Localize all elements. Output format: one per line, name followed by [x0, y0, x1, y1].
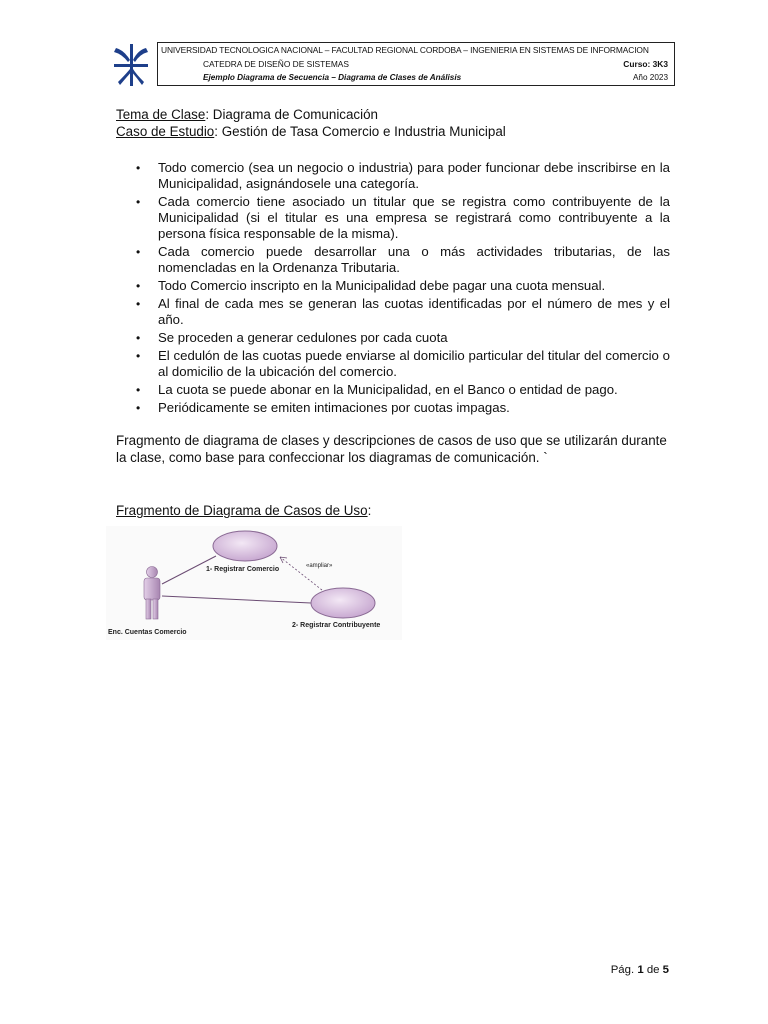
page-prefix: Pág.: [610, 964, 638, 976]
list-item: • Se proceden a generar cedulones por cada cuota: [136, 330, 670, 346]
use-case-diagram: [106, 526, 402, 640]
use-case-title-suffix: :: [367, 503, 372, 518]
use-case-label-1: 1- Registrar Comercio: [206, 566, 280, 573]
use-case-section-title: [116, 503, 371, 518]
page-current: 1: [637, 964, 644, 976]
use-case-label-2: 2- Registrar Contribuyente: [292, 622, 381, 629]
list-item: • Periódicamente se emiten intimaciones por cuotas impagas.: [136, 400, 670, 416]
fragment-paragraph: Fragmento de diagrama de clases y descripciones de casos de uso que se utilizarán durante la clase, como base para confeccionar los diagramas de comunicación. `: [116, 433, 667, 465]
topic-label: Tema de Clase: [116, 107, 206, 122]
list-item: • Todo Comercio inscripto en la Municipalidad debe pagar una cuota mensual.: [136, 278, 670, 294]
case-label: Caso de Estudio: [116, 124, 215, 139]
page-number: [611, 964, 669, 976]
topic-line: [116, 107, 378, 122]
page-middle: de: [643, 964, 663, 976]
use-case-diagram-svg: [106, 526, 402, 640]
case-value: : Gestión de Tasa Comercio e Industria Municipal: [214, 124, 506, 139]
page-total: 5: [662, 964, 669, 976]
requirements-list: [136, 160, 670, 417]
header-year: Año 2023: [632, 73, 668, 82]
list-item: • Al final de cada mes se generan las cuotas identificadas por el número de mes y el año.: [136, 296, 670, 328]
case-line: [116, 124, 506, 139]
document-header: [157, 42, 675, 86]
header-subject: Ejemplo Diagrama de Secuencia – Diagrama de Clases de Análisis: [203, 73, 462, 82]
list-item: • Todo comercio (sea un negocio o industria) para poder funcionar debe inscribirse en la Municipalidad, asignándosele una categoría.: [136, 160, 670, 192]
utn-logo: [110, 42, 152, 88]
use-case-title: Fragmento de Diagrama de Casos de Uso: [116, 503, 368, 518]
topic-value: : Diagrama de Comunicación: [205, 107, 379, 122]
header-university: UNIVERSIDAD TECNOLOGICA NACIONAL – FACULTAD REGIONAL CORDOBA – INGENIERIA EN SISTEMAS DE INFORMACION: [161, 45, 649, 55]
course-value: 3K3: [652, 59, 668, 69]
header-catedra: CATEDRA DE DISEÑO DE SISTEMAS: [203, 59, 349, 69]
course-label: Curso:: [623, 59, 651, 69]
list-item: • La cuota se puede abonar en la Municipalidad, en el Banco o entidad de pago.: [136, 382, 670, 398]
header-course: [623, 59, 668, 69]
list-item: • El cedulón de las cuotas puede enviarse al domicilio particular del titular del comercio o al domicilio de la ubicación del comercio.: [136, 348, 670, 380]
use-case-ellipse-2: [311, 588, 375, 618]
use-case-ellipse-1: [213, 531, 277, 561]
list-item: • Cada comercio puede desarrollar una o más actividades tributarias, de las nomencladas en la Ordenanza Tributaria.: [136, 244, 670, 276]
extend-stereotype: «ampliar»: [306, 563, 333, 569]
list-item: • Cada comercio tiene asociado un titular que se registra como contribuyente de la Municipalidad (si el titular es una empresa se registrará como contribuyente a la persona física responsable de la misma).: [136, 194, 670, 243]
actor-label: Enc. Cuentas Comercio: [108, 629, 187, 636]
